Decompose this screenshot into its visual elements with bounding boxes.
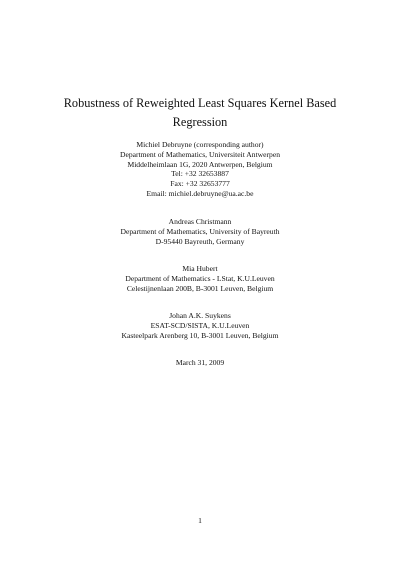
paper-title-line-1: Robustness of Reweighted Least Squares Kernel Based — [63, 96, 337, 110]
author-block-debruyne — [20, 140, 380, 199]
author-block-hubert — [20, 264, 380, 293]
paper-title-line-2: Regression — [172, 115, 228, 129]
author-name: Michiel Debruyne (corresponding author) — [136, 140, 264, 149]
author-name: Mia Hubert — [182, 264, 218, 273]
page-number: 1 — [198, 516, 202, 525]
author-name: Andreas Christmann — [168, 217, 232, 226]
author-address: Kasteelpark Arenberg 10, B-3001 Leuven, Belgium — [121, 330, 279, 340]
paper-title — [40, 94, 360, 132]
paper-date: March 31, 2009 — [175, 358, 225, 367]
author-name: Johan A.K. Suykens — [169, 311, 231, 320]
author-address: Middelheimlaan 1G, 2020 Antwerpen, Belgium — [127, 159, 273, 169]
author-phone: Tel: +32 32653887 — [171, 169, 229, 179]
author-block-christmann — [20, 217, 380, 246]
author-affiliation: Department of Mathematics, University of Bayreuth — [120, 226, 280, 236]
author-address: D-95440 Bayreuth, Germany — [155, 236, 245, 246]
author-affiliation: Department of Mathematics - LStat, K.U.Leuven — [125, 273, 275, 283]
author-fax: Fax: +32 32653777 — [170, 179, 230, 189]
author-affiliation: ESAT-SCD/SISTA, K.U.Leuven — [150, 320, 250, 330]
author-block-suykens — [20, 311, 380, 340]
author-address: Celestijnenlaan 200B, B-3001 Leuven, Belgium — [126, 283, 274, 293]
author-email: Email: michiel.debruyne@ua.ac.be — [146, 188, 254, 198]
author-affiliation: Department of Mathematics, Universiteit Antwerpen — [119, 149, 281, 159]
